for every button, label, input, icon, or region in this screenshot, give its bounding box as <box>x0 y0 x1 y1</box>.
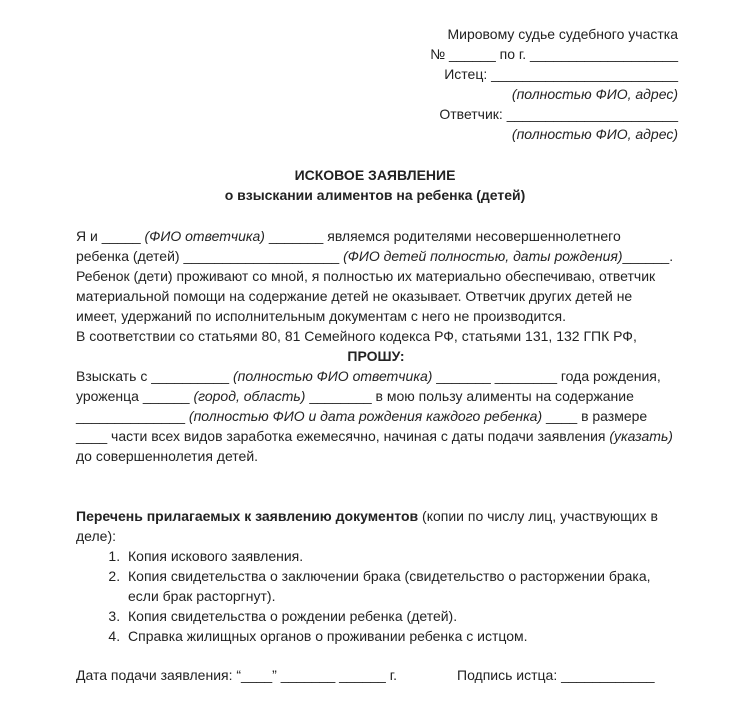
claim-body <box>76 226 676 466</box>
filing-date: Дата подачи заявления: “____” _______ ______ г. <box>76 667 398 683</box>
header-plaintiff: Истец: ________________________ <box>444 66 678 82</box>
attachments-heading-bold: Перечень прилагаемых к заявлению документов <box>76 508 419 524</box>
list-item: 4. Справка жилищных органов о проживании ребенка с истцом. <box>124 626 676 646</box>
paragraph-legal-basis: В соответствии со статьями 80, 81 Семейного кодекса РФ, статьями 131, 132 ГПК РФ, <box>76 328 637 344</box>
header-defendant-hint: (полностью ФИО, адрес) <box>511 126 678 142</box>
document-title: ИСКОВОЕ ЗАЯВЛЕНИЕ <box>294 167 456 183</box>
header-defendant: Ответчик: ______________________ <box>439 106 678 122</box>
attachments-heading <box>76 506 676 546</box>
p4-a: Взыскать с __________ <box>76 368 233 384</box>
attachments-list <box>76 546 676 646</box>
signature-footer <box>76 665 666 685</box>
p4-b: (полностью ФИО ответчика) <box>232 368 433 384</box>
p4-d: (город, область) <box>193 388 306 404</box>
list-item: 3. Копия свидетельства о рождении ребенка (детей). <box>124 606 676 626</box>
p1-c: _______ являемся родителями несовершеннолетнего ребенка (детей) ____________________ <box>76 228 621 264</box>
p4-i: до совершеннолетия детей. <box>76 448 259 464</box>
p1-d: (ФИО детей полностью, даты рождения) <box>343 248 623 264</box>
document-subtitle: о взыскании алиментов на ребенка (детей) <box>224 187 526 203</box>
header-plaintiff-hint: (полностью ФИО, адрес) <box>511 86 678 102</box>
p1-b: (ФИО ответчика) <box>144 228 265 244</box>
paragraph-residence: Ребенок (дети) проживают со мной, я полностью их материально обеспечиваю, ответчик материальной помощи на содержание детей не оказывает. Ответчик других детей не имеет, удержаний по исполнительным документам с него не производится. <box>76 268 656 324</box>
p4-h: (указать) <box>609 428 673 444</box>
p4-f: (полностью ФИО и дата рождения каждого ребенка) <box>188 408 543 424</box>
attachments-heading-rest: (копии по числу лиц, участвующих в деле): <box>76 508 658 544</box>
court-header <box>418 24 678 144</box>
request-heading: ПРОШУ: <box>347 348 405 364</box>
p1-a: Я и _____ <box>76 228 145 244</box>
paragraph-parents <box>76 226 676 266</box>
list-item: 2. Копия свидетельства о заключении брака (свидетельство о расторжении брака, если брак расторгнут). <box>124 566 676 606</box>
attachments <box>76 506 676 646</box>
p1-e: ______. <box>622 248 674 264</box>
paragraph-request <box>76 366 676 466</box>
list-item: 1. Копия искового заявления. <box>124 546 676 566</box>
header-recipient: Мировому судье судебного участка <box>447 26 678 42</box>
p4-c: _______ ________ года рождения, уроженца ______ <box>76 368 661 404</box>
p4-e: ________ в мою пользу алименты на содержание ______________ <box>76 388 634 424</box>
plaintiff-signature: Подпись истца: ____________ <box>457 667 655 683</box>
p4-g: ____ в размере ____ части всех видов заработка ежемесячно, начиная с даты подачи заявления <box>76 408 648 444</box>
header-district: № ______ по г. ___________________ <box>430 46 678 62</box>
